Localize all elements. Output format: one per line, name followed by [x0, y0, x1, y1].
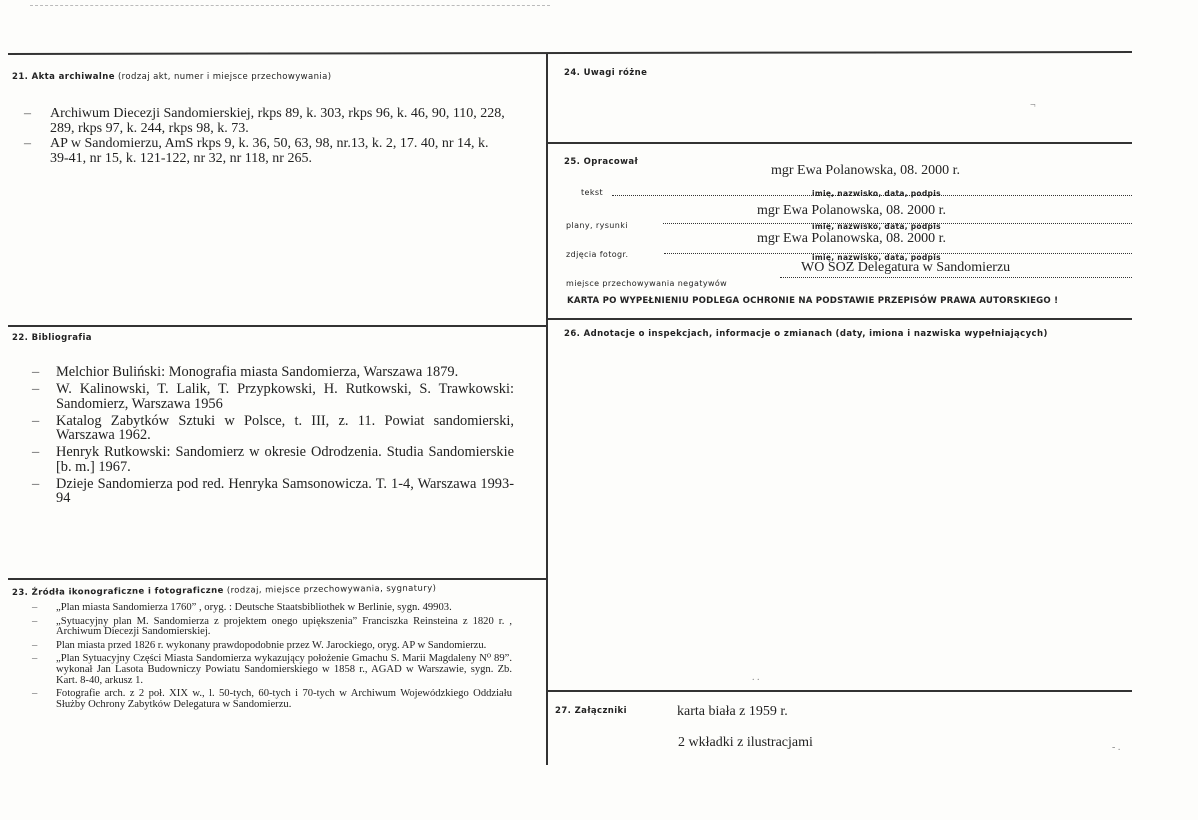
top-border	[8, 51, 1132, 55]
section-26-subtitle: (daty, imiona i nazwiska wypełniających)	[835, 329, 1048, 339]
section-21-header	[12, 72, 331, 82]
archival-records-list	[50, 106, 510, 166]
section-26-title: 26. Adnotacje o inspekcjach, informacje o zmianach	[564, 329, 833, 339]
list-item: – „Plan Sytuacyjny Części Miasta Sandomierza wykazujący położenie Gmachu S. Marii Magdaleny N⁰ 89”. wykonał Jan Lasota Budowniczy Powiatu Sandomierskiego w 1858 r., AGAD w Warszawie, sygn. Zb. Kart. 8-40, arkusz 1.	[56, 654, 512, 686]
text-author-label: tekst	[581, 188, 603, 197]
plans-author-value: mgr Ewa Polanowska, 08. 2000 r.	[757, 203, 946, 218]
section-24-title: 24. Uwagi różne	[564, 68, 648, 78]
iconographic-sources-list	[56, 603, 512, 713]
text-author-hint: imię, nazwisko, data, podpis	[812, 189, 941, 198]
section-25-title: 25. Opracował	[564, 157, 639, 167]
section-24-header	[564, 68, 647, 78]
section-27-title: 27. Załączniki	[555, 706, 627, 716]
bibliography-list	[56, 365, 514, 509]
plans-author-label: plany, rysunki	[566, 221, 628, 230]
divider-24-25	[547, 142, 1132, 144]
scan-speck: . .	[752, 672, 760, 683]
negatives-location-label: miejsce przechowywania negatywów	[566, 279, 728, 288]
attachment-item: 2 wkładki z ilustracjami	[678, 735, 813, 750]
divider-22-23	[8, 578, 546, 580]
section-25-header	[564, 157, 638, 167]
list-item: – Henryk Rutkowski: Sandomierz w okresie Odrodzenia. Studia Sandomierskie [b. m.] 1967.	[56, 445, 514, 474]
section-27-header	[555, 706, 627, 716]
section-23-title: 23. Źródła ikonograficzne i fotograficzne	[11, 585, 224, 598]
section-22-header	[12, 333, 92, 343]
section-22-title: 22. Bibliografia	[12, 333, 92, 343]
divider-26-27	[547, 690, 1132, 692]
text-author-value: mgr Ewa Polanowska, 08. 2000 r.	[771, 163, 960, 178]
list-item: – AP w Sandomierzu, AmS rkps 9, k. 36, 50, 63, 98, nr.13, k. 2, 17. 40, nr 14, k. 39-41, nr 15, k. 121-122, nr 32, nr 118, nr 265.	[50, 136, 510, 166]
column-divider	[546, 53, 548, 765]
section-26-header	[564, 329, 1048, 339]
attachment-item: karta biała z 1959 r.	[677, 704, 788, 719]
plans-author-hint: imię, nazwisko, data, podpis	[812, 222, 941, 231]
negatives-location-line	[780, 277, 1132, 278]
negatives-location-value: WO SOZ Delegatura w Sandomierzu	[801, 260, 1011, 275]
section-21-subtitle: (rodzaj akt, numer i miejsce przechowywania)	[117, 72, 332, 82]
photos-author-value: mgr Ewa Polanowska, 08. 2000 r.	[757, 231, 946, 246]
list-item: – Katalog Zabytków Sztuki w Polsce, t. III, z. 11. Powiat sandomierski, Warszawa 1962.	[56, 414, 514, 443]
list-item: – W. Kalinowski, T. Lalik, T. Przypkowski, H. Rutkowski, S. Trawkowski: Sandomierz, Warszawa 1956	[56, 382, 514, 411]
list-item: – Melchior Buliński: Monografia miasta Sandomierza, Warszawa 1879.	[56, 365, 514, 379]
photos-author-hint: imię, nazwisko, data, podpis	[812, 253, 941, 262]
scan-speck: ¬	[1030, 100, 1036, 111]
top-scan-edge	[30, 5, 550, 6]
copyright-notice: KARTA PO WYPEŁNIENIU PODLEGA OCHRONIE NA PODSTAWIE PRZEPISÓW PRAWA AUTORSKIEGO !	[567, 296, 1059, 306]
list-item: – Dzieje Sandomierza pod red. Henryka Samsonowicza. T. 1-4, Warszawa 1993-94	[56, 477, 514, 506]
divider-25-26	[547, 318, 1132, 320]
list-item: – Archiwum Diecezji Sandomierskiej, rkps 89, k. 303, rkps 96, k. 46, 90, 110, 228, 289, rkps 97, k. 244, rkps 98, k. 73.	[50, 106, 510, 136]
section-23-subtitle: (rodzaj, miejsce przechowywania, sygnatury)	[226, 583, 437, 596]
scan-speck: - .	[1112, 742, 1121, 753]
list-item: – Plan miasta przed 1826 r. wykonany prawdopodobnie przez W. Jarockiego, oryg. AP w Sandomierzu.	[56, 641, 512, 652]
divider-21-22	[8, 325, 546, 327]
section-21-title: 21. Akta archiwalne	[12, 72, 115, 82]
list-item: – „Plan miasta Sandomierza 1760” , oryg. : Deutsche Staatsbibliothek w Berlinie, sygn. 49903.	[56, 603, 512, 614]
list-item: – Fotografie arch. z 2 poł. XIX w., l. 50-tych, 60-tych i 70-tych w Archiwum Wojewódzkiego Oddziału Służby Ochrony Zabytków Delegatura w Sandomierzu.	[56, 689, 512, 710]
photos-author-label: zdjęcia fotogr.	[566, 250, 629, 259]
list-item: – „Sytuacyjny plan M. Sandomierza z projektem onego upiększenia” Franciszka Reinsteina z 1820 r. , Archiwum Diecezji Sandomierskiej.	[56, 617, 512, 638]
section-23-header	[12, 584, 436, 598]
